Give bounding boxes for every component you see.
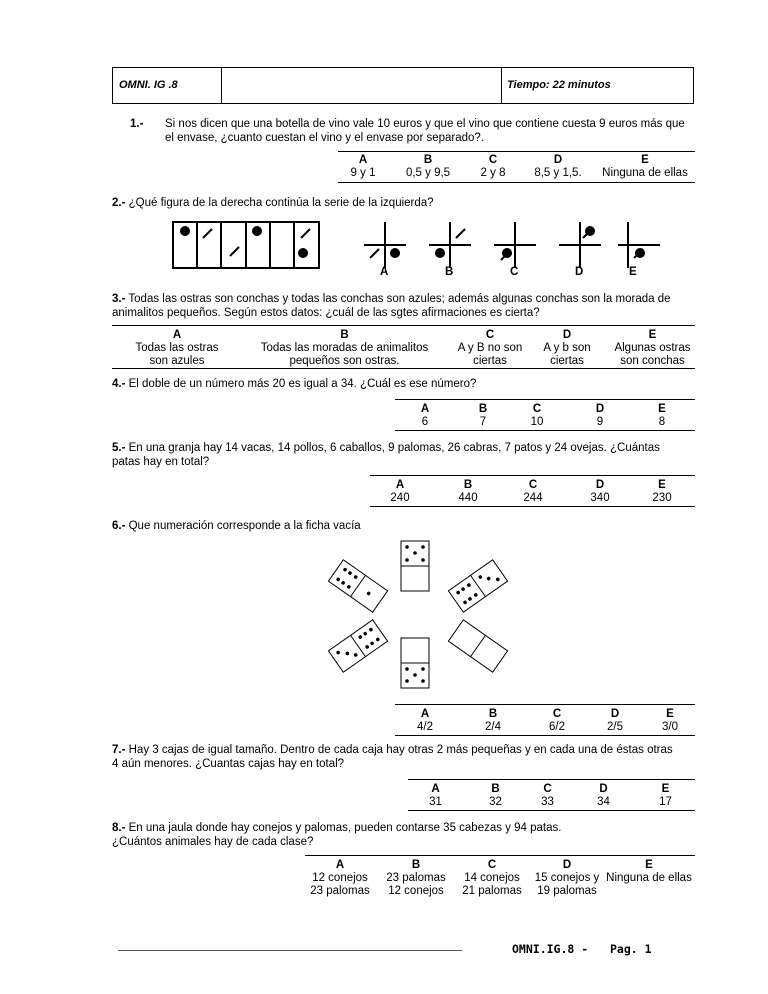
- q7-option-b[interactable]: B 32: [489, 783, 502, 808]
- q1-options: [338, 151, 695, 183]
- q6-option-d[interactable]: D 2/5: [607, 708, 623, 733]
- option-b-dot: [436, 249, 444, 257]
- q1-line1: Si nos dicen que una botella de vino vale 10 euros y que el vino que contiene cuesta 9 euros más que: [165, 118, 685, 130]
- q8-options: [305, 855, 695, 898]
- q1-option-b[interactable]: B 0,5 y 9,5: [405, 154, 451, 179]
- q8-option-a[interactable]: A 12 conejos 23 palomas: [310, 859, 370, 897]
- q2-question: 2.- ¿Qué figura de la derecha continúa la serie de la izquierda?: [112, 197, 434, 209]
- series-dot: [253, 227, 261, 235]
- q7-option-a[interactable]: A 31: [429, 783, 442, 808]
- q3-option-c[interactable]: C A y B no son ciertas: [457, 329, 523, 367]
- q5-option-d[interactable]: D 340: [590, 479, 610, 504]
- q1-option-c[interactable]: C 2 y 8: [480, 154, 506, 179]
- q5-line1: 5.- En una granja hay 14 vacas, 14 pollos, 6 caballos, 9 palomas, 26 cabras, 7 patos y 24 ovejas. ¿Cuántas: [112, 442, 660, 454]
- q6-option-b[interactable]: B 2/4: [485, 708, 501, 733]
- domino-bottom: [401, 638, 429, 688]
- q1-number: 1.-: [130, 118, 144, 130]
- q5-option-c[interactable]: C 244: [523, 479, 543, 504]
- q4-option-c[interactable]: C 10: [530, 403, 544, 428]
- q4-option-b[interactable]: B 7: [478, 403, 488, 428]
- q7-line2: 4 aún menores. ¿Cuantas cajas hay en total?: [112, 758, 345, 770]
- q6-option-a[interactable]: A 4/2: [417, 708, 433, 733]
- q7-option-d[interactable]: D 34: [597, 783, 610, 808]
- q3-line1: 3.- Todas las ostras son conchas y todas las conchas son azules; además algunas conchas son la morada de: [112, 293, 671, 305]
- q6-options: [395, 704, 695, 736]
- q8-option-c[interactable]: C 14 conejos 21 palomas: [462, 859, 522, 897]
- q3-line2: animalitos pequeños. Según estos datos: ¿cuál de las sgtes afirmaciones es cierta?: [112, 307, 540, 319]
- q4-option-d[interactable]: D 9: [595, 403, 605, 428]
- q7-line1: 7.- Hay 3 cajas de igual tamaño. Dentro de cada caja hay otras 2 más pequeñas y en cada una de éstas otras: [112, 744, 673, 756]
- domino-top: [401, 541, 429, 591]
- series-slash: [230, 247, 239, 256]
- q5-options: [370, 475, 695, 507]
- q7-options: [408, 779, 695, 811]
- q8-line2: ¿Cuántos animales hay de cada clase?: [112, 836, 314, 848]
- q2-label-b[interactable]: B: [445, 266, 454, 278]
- q3-options: [112, 325, 695, 369]
- q6-option-e[interactable]: E 3/0: [662, 708, 678, 733]
- option-a-dot: [391, 249, 399, 257]
- q5-option-a[interactable]: A 240: [390, 479, 410, 504]
- q2-label-a[interactable]: A: [380, 266, 389, 278]
- q8-line1: 8.- En una jaula donde hay conejos y palomas, pueden contarse 35 cabezas y 94 patas.: [112, 822, 562, 834]
- q6-domino-figure: [320, 538, 520, 694]
- q4-question: 4.- El doble de un número más 20 es igual a 34. ¿Cuál es ese número?: [112, 378, 477, 390]
- q8-option-b[interactable]: B 23 palomas 12 conejos: [386, 859, 446, 897]
- q8-option-d[interactable]: D 15 conejos y 19 palomas: [534, 859, 600, 897]
- time-limit: Tiempo: 22 minutos: [507, 79, 611, 91]
- test-code: OMNI. IG .8: [119, 79, 178, 91]
- domino-empty: [448, 620, 507, 672]
- q2-label-d[interactable]: D: [575, 266, 584, 278]
- q1-option-a[interactable]: A 9 y 1: [350, 154, 376, 179]
- q1-option-e[interactable]: E Ninguna de ellas: [602, 154, 688, 179]
- q3-option-e[interactable]: E Algunas ostras son conchas: [614, 329, 691, 367]
- q1-option-d[interactable]: D 8,5 y 1,5.: [534, 154, 582, 179]
- footer-code: OMNI.IG.8 -: [512, 942, 589, 956]
- q8-option-e[interactable]: E Ninguna de ellas: [606, 859, 692, 884]
- domino-lower-left: [328, 620, 387, 672]
- q6-question: 6.- Que numeración corresponde a la ficha vacía: [112, 520, 361, 532]
- q3-option-a[interactable]: A Todas las ostras son azules: [135, 329, 219, 367]
- q3-option-d[interactable]: D A y b son ciertas: [543, 329, 591, 367]
- series-slash: [301, 229, 310, 238]
- q2-option-labels: [170, 266, 670, 280]
- q7-option-c[interactable]: C 33: [541, 783, 554, 808]
- header-table: [112, 67, 694, 104]
- domino-upper-left: [328, 560, 387, 612]
- domino-upper-right: [448, 560, 507, 612]
- q3-option-b[interactable]: B Todas las moradas de animalitos pequeños son ostras.: [260, 329, 429, 367]
- series-slash: [203, 229, 212, 238]
- q2-label-e[interactable]: E: [629, 266, 637, 278]
- q1-line2: el envase, ¿cuanto cuestan el vino y el envase por separado?.: [165, 132, 485, 144]
- series-dot: [299, 249, 307, 257]
- q6-option-c[interactable]: C 6/2: [549, 708, 565, 733]
- page-number: Pag. 1: [610, 942, 652, 956]
- q4-option-a[interactable]: A 6: [420, 403, 430, 428]
- q4-options: [395, 399, 695, 431]
- q7-option-e[interactable]: E 17: [659, 783, 672, 808]
- q4-option-e[interactable]: E 8: [658, 403, 666, 428]
- q5-option-b[interactable]: B 440: [458, 479, 478, 504]
- q5-line2: patas hay en total?: [112, 456, 210, 468]
- footer-rule: [118, 950, 462, 951]
- series-dot: [181, 227, 189, 235]
- q2-label-c[interactable]: C: [510, 266, 519, 278]
- q5-option-e[interactable]: E 230: [652, 479, 672, 504]
